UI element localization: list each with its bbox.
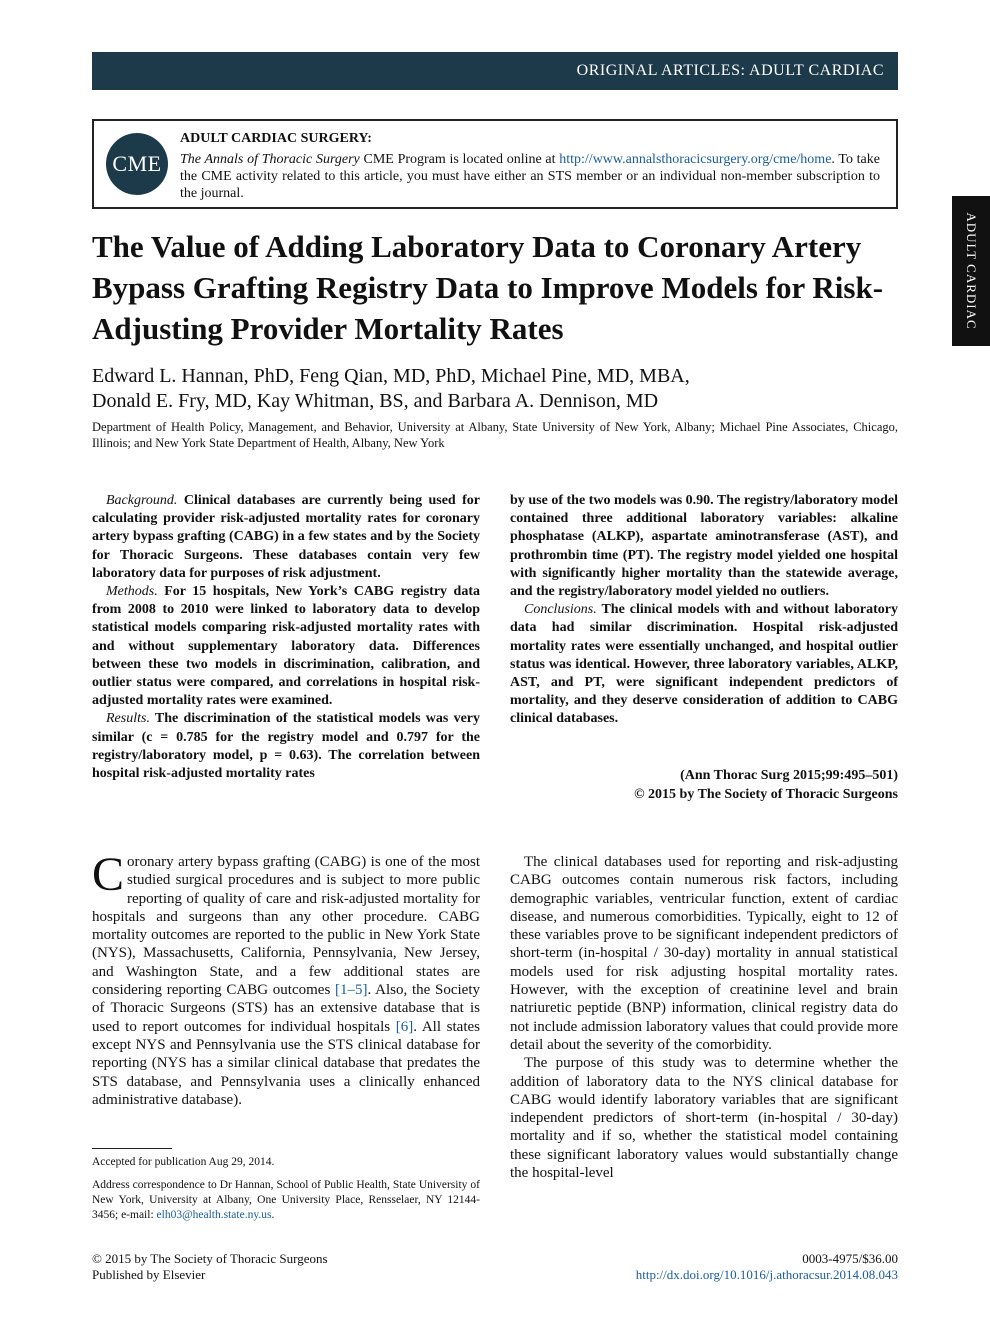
footnote-divider: [92, 1148, 172, 1149]
abstract-methods: Methods. For 15 hospitals, New York’s CABG registry data from 2008 to 2010 were linked to laboratory data to develop statistical models comparing risk-adjusted mortality rates with and without supplementary laboratory data. Differences between these two models in discrimination, calibration, and outlier status were compared, and correlations in hospital risk-adjusted mortality rates were examined.: [92, 584, 480, 709]
section-header-bar: [92, 52, 898, 90]
journal-citation: [634, 766, 898, 804]
footer-issn: 0003-4975/$36.00: [802, 1251, 898, 1266]
side-section-tab: [952, 196, 990, 346]
article-title: The Value of Adding Laboratory Data to Coronary Artery Bypass Grafting Registry Data to Improve Models for Risk-Adjusting Provider Mortality Rates: [92, 229, 884, 346]
abstract-left-column: [92, 492, 480, 783]
abstract-right-column: [510, 492, 898, 729]
reference-link[interactable]: [1–5]: [335, 982, 368, 999]
email-link[interactable]: elh03@health.state.ny.us: [156, 1209, 272, 1221]
drop-cap: C: [92, 848, 125, 901]
body-paragraph: The purpose of this study was to determine whether the addition of laboratory data to the NYS clinical database for CABG would identify laboratory variables that are significant independent predictors of short-term (in-hospital / 30-day) mortality and if so, whether the statistical model containing these significant laboratory values would substantially change the hospital-level: [510, 1055, 898, 1182]
abstract-background: Background. Clinical databases are currently being used for calculating provider risk-adjusted mortality rates for coronary artery bypass grafting (CABG) in a few states and by the Society for Thoracic Surgeons. These databases contain very few laboratory data for purposes of risk adjustment.: [92, 493, 480, 581]
cme-link[interactable]: http://www.annalsthoracicsurgery.org/cme/home: [559, 152, 832, 167]
footer-right: [636, 1251, 898, 1283]
cme-text: The Annals of Thoracic Surgery CME Program is located online at http://www.annalsthoracicsurgery.org/cme/home. To take the CME activity related to this article, you must have either an STS member or an individual non-member subscription to the journal.: [180, 152, 880, 201]
accepted-date: Accepted for publication Aug 29, 2014.: [92, 1156, 275, 1168]
footer-copyright: © 2015 by The Society of Thoracic Surgeons: [92, 1251, 328, 1266]
affiliations: Department of Health Policy, Management, and Behavior, University at Albany, State University of New York, Albany; Michael Pine Associates, Chicago, Illinois; and New York State Department of Health, Albany, New York: [92, 420, 898, 450]
footnotes: [92, 1155, 480, 1231]
correspondence-address: Address correspondence to Dr Hannan, School of Public Health, State University of New York, University at Albany, One University Place, Rensselaer, NY 12144-3456; e-mail: elh03@health.state.ny.us.: [92, 1179, 480, 1221]
author-list: [92, 364, 912, 414]
citation-copyright: © 2015 by The Society of Thoracic Surgeons: [634, 787, 898, 802]
cme-heading: ADULT CARDIAC SURGERY:: [180, 131, 372, 146]
cme-notice-box: [92, 119, 898, 209]
body-right-column: [510, 853, 898, 1182]
footer-left: [92, 1251, 328, 1283]
intro-paragraph: Coronary artery bypass grafting (CABG) is one of the most studied surgical procedures and is subject to more public reporting of quality of care and risk-adjusted mortality for hospitals and surgeons than any other procedure. CABG mortality outcomes are reported to the public in New York State (NYS), Massachusetts, California, Pennsylvania, New Jersey, and Washington State, and a few additional states are considering reporting CABG outcomes [1–5]. Also, the Society of Thoracic Surgeons (STS) has an extensive database that is used to report outcomes for individual hospitals [6]. All states except NYS and Pennsylvania use the STS clinical database for reporting (NYS has a similar clinical database that predates the STS database, and Pennsylvania uses a clinically enhanced administrative database).: [92, 848, 480, 1108]
cme-journal-name: The Annals of Thoracic Surgery: [180, 152, 360, 167]
cme-logo: CME: [106, 133, 168, 195]
footer-publisher: Published by Elsevier: [92, 1267, 206, 1282]
side-tab-label: ADULT CARDIAC: [964, 212, 979, 330]
doi-link[interactable]: http://dx.doi.org/10.1016/j.athoracsur.2014.08.043: [635, 1267, 898, 1282]
section-title: ORIGINAL ARTICLES: ADULT CARDIAC: [576, 62, 884, 79]
body-paragraph: The clinical databases used for reporting and risk-adjusting CABG outcomes contain numerous risk factors, including demographic variables, ventricular function, extent of cardiac disease, and numerous comorbidities. Typically, eight to 12 of these variables prove to be significant independent predictors of short-term (in-hospital / 30-day) mortality in annual statistical models used for risk adjusting hospital mortality rates. However, with the exception of creatinine level and brain natriuretic peptide (BNP) information, clinical registry data do not include admission laboratory values that could provide more detail about the severity of the comorbidity.: [510, 854, 898, 1053]
authors-line: Donald E. Fry, MD, Kay Whitman, BS, and Barbara A. Dennison, MD: [92, 390, 659, 412]
authors-line: Edward L. Hannan, PhD, Feng Qian, MD, PhD, Michael Pine, MD, MBA,: [92, 365, 690, 387]
abstract-conclusions: Conclusions. The clinical models with and without laboratory data had similar discrimination. Hospital risk-adjusted mortality rates were essentially unchanged, and hospital outlier status was identical. However, three laboratory variables, ALKP, AST, and PT, were significant independent predictors of mortality, and they deserve consideration of addition to CABG clinical databases.: [510, 602, 898, 727]
reference-link[interactable]: [6]: [395, 1018, 414, 1035]
body-left-column: [92, 848, 480, 1109]
abstract-results: Results. The discrimination of the statistical models was very similar (c = 0.785 for the registry model and 0.797 for the registry/laboratory model, p = 0.63). The correlation between hospital risk-adjusted mortality rates: [92, 711, 480, 782]
citation-reference: (Ann Thorac Surg 2015;99:495–501): [680, 768, 898, 783]
abstract-results-continued: by use of the two models was 0.90. The registry/laboratory model contained three additional laboratory variables: alkaline phosphatase (ALKP), aspartate aminotransferase (AST), and prothrombin time (PT). The registry model yielded one hospital with significantly higher mortality than the statewide average, and the registry/laboratory model yielded no outliers.: [510, 493, 898, 600]
